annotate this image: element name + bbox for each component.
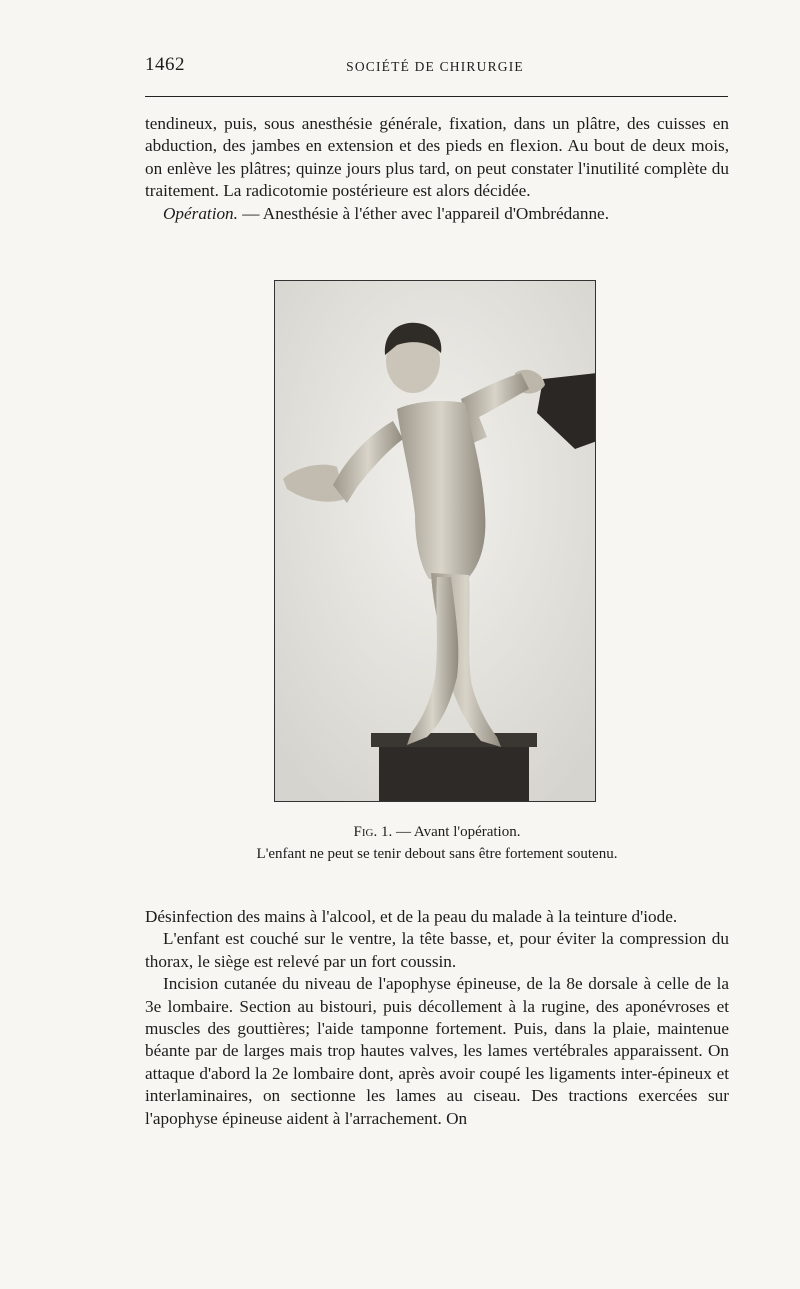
bottom-text-block (145, 906, 729, 1130)
paragraph: tendineux, puis, sous anesthésie générale, fixation, dans un plâtre, des cuisses en abduction, des jambes en extension et des pieds en flexion. Au bout de deux mois, on enlève les plâtres; quinze jours plus tard, on peut constater l'inutilité complète du traitement. La radicotomie postérieure est alors décidée. (145, 114, 729, 201)
operation-paragraph (145, 203, 729, 225)
stool-top (371, 733, 537, 747)
figure-label: Fig. 1. (353, 824, 393, 840)
figure-photograph (274, 280, 596, 802)
operation-label: Opération. (163, 203, 238, 223)
figure-title-text: — Avant l'opération. (392, 824, 521, 840)
figure-caption: L'enfant ne peut se tenir debout sans être fortement soutenu. (256, 846, 618, 862)
page-number: 1462 (145, 54, 185, 75)
operation-text: — Anesthésie à l'éther avec l'appareil d'Ombrédanne. (237, 203, 609, 223)
paragraph: L'enfant est couché sur le ventre, la tête basse, et, pour éviter la compression du thorax, le siège est relevé par un fort coussin. (145, 929, 729, 971)
paragraph: Incision cutanée du niveau de l'apophyse épineuse, de la 8e dorsale à celle de la 3e lombaire. Section au bistouri, puis décollement à la rugine, des aponévroses et muscles des gouttières; l'aide tamponne fortement. Puis, dans la plaie, maintenue béante par de larges mais trop hautes valves, les lames vertébrales apparaissent. On attaque d'abord la 2e lombaire dont, après avoir coupé les ligaments inter-épineux et interlaminaires, on sectionne les lames au ciseau. Des tractions exercées sur l'apophyse épineuse aident à l'arrachement. On (145, 974, 729, 1128)
paragraph: Désinfection des mains à l'alcool, et de la peau du malade à la teinture d'iode. (145, 907, 678, 926)
figure-title (145, 821, 729, 843)
photograph-illustration (275, 281, 596, 802)
running-head: SOCIÉTÉ DE CHIRURGIE (346, 59, 524, 74)
header-rule (145, 96, 728, 97)
top-text-block (145, 113, 729, 225)
